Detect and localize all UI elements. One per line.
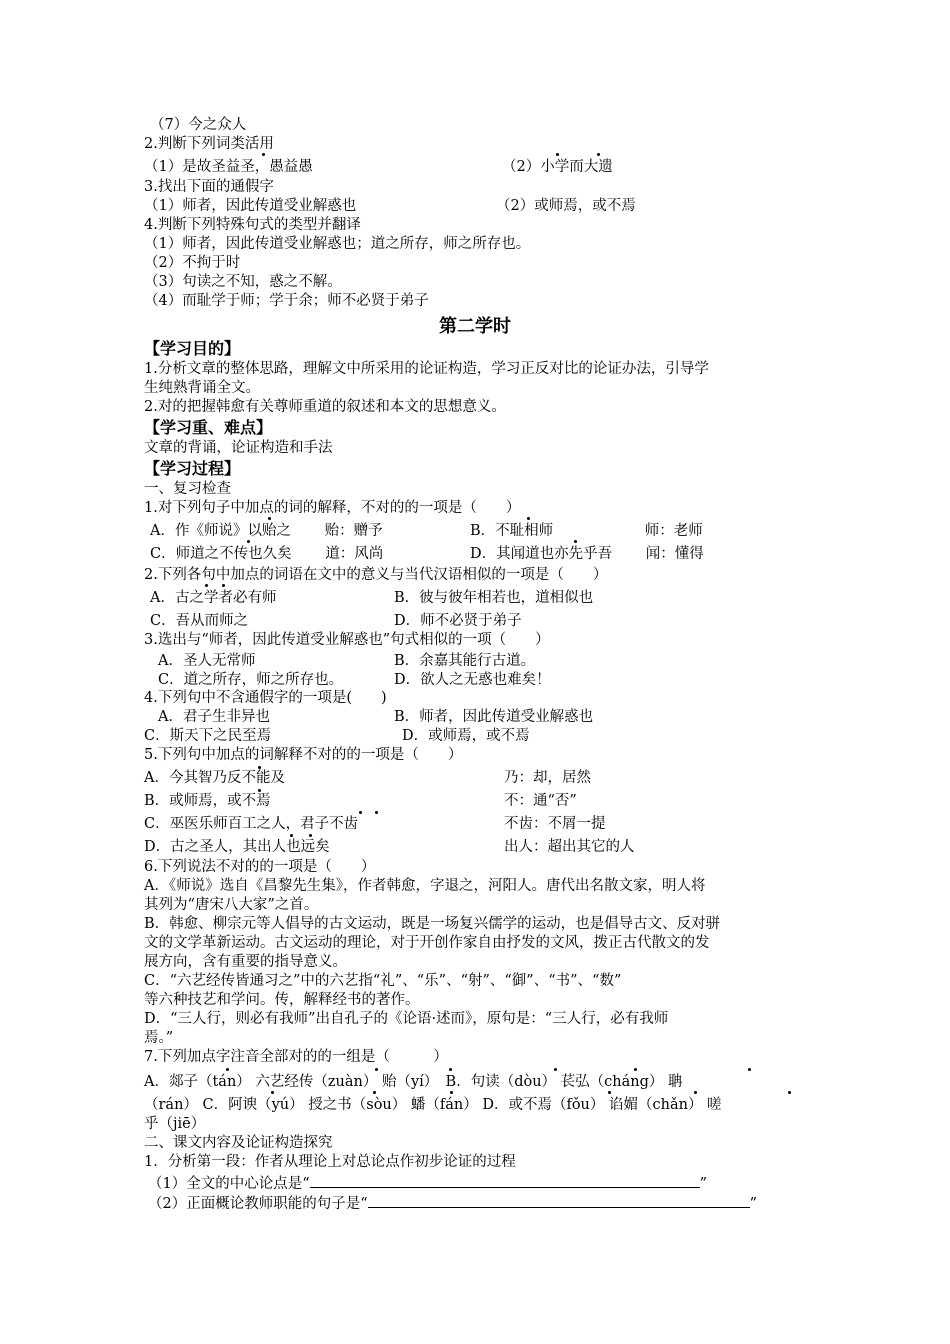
mc-q3-option-d: D．欲人之无惑也难矣！ (394, 672, 551, 688)
emphasis-dot (554, 1068, 557, 1071)
mc-q2-option-a: A．古之学者必有师 (150, 590, 277, 606)
mc-q1-option-d: D．其闻道也亦先乎吾 闻：懂得 (470, 546, 704, 562)
q4-item-3: （3）句读之不知，惑之不解。 (144, 274, 342, 290)
emphasis-dot (226, 1068, 229, 1071)
mc-q4-option-c: C．斯天下之民至焉 (144, 728, 272, 744)
mc-q6-option-b-line-2: 文的文学革新运动。古文运动的理论，对于开创作家自由抒发的文风，拨正古代散文的发 (144, 935, 710, 951)
emphasis-dot (268, 517, 271, 520)
emphasis-dot (271, 1091, 274, 1094)
objective-2: 2.对的把握韩愈有关尊师重道的叙述和本文的思想意义。 (144, 399, 506, 415)
mc-question-2: 2.下列各句中加点的词语在文中的意义与当代汉语相似的一项是（ ） (144, 567, 608, 583)
mc-q5-option-b-explanation: 不：通“否” (504, 793, 577, 809)
emphasis-dot (309, 834, 312, 837)
section-1-heading: 一、复习检查 (144, 481, 231, 497)
mc-q5-option-a: A．今其智乃反不能及 (144, 770, 285, 786)
emphasis-dot (258, 766, 261, 769)
fill-blank-1-suffix: ” (699, 1176, 708, 1192)
mc-q3-option-b: B．余嘉其能行古道。 (394, 653, 536, 669)
q4-item-1: （1）师者，因此传道受业解惑也；道之所存，师之所存也。 (144, 236, 531, 252)
lesson-title: 第二学时 (439, 316, 511, 337)
mc-q6-option-c-line-1: C．“六艺经传皆通习之”中的六艺指“礼”、“乐”、“射”、“御”、“书”、“数” (144, 973, 622, 989)
mc-q2-option-b: B．彼与彼年相若也，道相似也 (394, 590, 594, 606)
mc-q7-line-1: A．郯子（tán） 六艺经传（zuàn） 贻（yí） B．句读（dòu） 苌弘（cháng） 聃 (144, 1074, 683, 1090)
mc-q1-option-a: A．作《师说》以贻之 贻：赠予 (150, 523, 383, 539)
objectives-heading: 【学习目的】 (144, 339, 241, 358)
mc-q5-option-d-explanation: 出人：超出其它的人 (504, 839, 635, 855)
emphasis-dot (290, 834, 293, 837)
emphasis-dot (788, 1091, 791, 1094)
emphasis-dot (556, 153, 559, 156)
mc-question-4: 4.下列句中不含通假字的一项是( ) (144, 690, 387, 706)
fill-blank-2-line[interactable] (368, 1192, 750, 1208)
emphasis-dot (450, 1091, 453, 1094)
emphasis-dot (597, 153, 600, 156)
mc-q1-option-c: C．师道之不传也久矣 道：风尚 (150, 546, 384, 562)
item-7: （7）今之众人 (150, 117, 247, 133)
mc-question-6: 6.下列说法不对的的一项是（ ） (144, 859, 376, 875)
key-points-heading: 【学习重、难点】 (144, 418, 273, 437)
mc-q2-option-d: D．师不必贤于弟子 (394, 613, 522, 629)
mc-q2-option-c: C．吾从而师之 (150, 613, 249, 629)
mc-q6-option-c-line-2: 等六种技艺和学问。传，解释经书的著作。 (144, 992, 420, 1008)
emphasis-dot (262, 153, 265, 156)
emphasis-dot (527, 517, 530, 520)
mc-q5-option-c-explanation: 不齿：不屑一提 (504, 816, 606, 832)
question-3-heading: 3.找出下面的通假字 (144, 179, 274, 195)
mc-q4-option-d: D．或师焉，或不焉 (402, 728, 530, 744)
key-points-text: 文章的背诵，论证构造和手法 (144, 440, 333, 456)
mc-question-7: 7.下列加点字注音全部对的的一组是（ ） (144, 1049, 448, 1065)
mc-question-5: 5.下列句中加点的词解释不对的的一项是（ ） (144, 747, 463, 763)
q2-option-2: （2）小学而大遗 (502, 159, 613, 175)
process-heading: 【学习过程】 (144, 459, 241, 478)
mc-q6-option-b-line-1: B．韩愈、柳宗元等人倡导的古文运动，既是一场复兴儒学的运动，也是倡导古文、反对骈 (144, 916, 721, 932)
emphasis-dot (449, 1068, 452, 1071)
mc-q6-option-a-line-1: A．《师说》选自《昌黎先生集》，作者韩愈，字退之，河阳人。唐代出名散文家，明人将 (144, 878, 706, 894)
emphasis-dot (359, 811, 362, 814)
fill-blank-2-prefix: （2）正面概论教师职能的句子是“ (148, 1196, 368, 1212)
emphasis-dot (634, 1068, 637, 1071)
mc-q6-option-b-line-3: 展方向，含有重要的指导意义。 (144, 954, 347, 970)
mc-question-1: 1.对下列句子中加点的词的解释，不对的的一项是（ ） (144, 500, 521, 516)
emphasis-dot (222, 584, 225, 587)
objective-1-line-1: 1.分析文章的整体思路，理解文中所采用的论证构造，学习正反对比的论证办法，引导学 (144, 361, 709, 377)
mc-q1-option-b: B．不耻相师 师：老师 (470, 523, 703, 539)
fill-blank-2-suffix: ” (749, 1196, 758, 1212)
mc-question-3: 3.选出与“师者，因此传道受业解惑也”句式相似的一项（ ） (144, 632, 550, 648)
emphasis-dot (748, 1068, 751, 1071)
analysis-1: 1．分析第一段：作者从理论上对总论点作初步论证的过程 (144, 1154, 516, 1170)
emphasis-dot (258, 789, 261, 792)
emphasis-dot (375, 811, 378, 814)
fill-blank-1 (148, 1172, 707, 1194)
question-2-heading: 2.判断下列词类活用 (144, 136, 274, 152)
q3-option-1: （1）师者，因此传道受业解惑也 (144, 198, 357, 214)
fill-blank-2 (148, 1192, 757, 1214)
emphasis-dot (247, 540, 250, 543)
question-4-heading: 4.判断下列特殊句式的类型并翻译 (144, 217, 361, 233)
mc-q4-option-b: B．师者，因此传道受业解惑也 (394, 709, 594, 725)
emphasis-dot (574, 540, 577, 543)
mc-q3-option-a: A．圣人无常师 (158, 653, 256, 669)
mc-q6-option-d-line-1: D．“三人行，则必有我师”出自孔子的《论语·述而》，原句是：“三人行，必有我师 (144, 1011, 669, 1027)
mc-q5-option-c: C．巫医乐师百工之人，君子不齿 (144, 816, 359, 832)
section-2-heading: 二、课文内容及论证构造探究 (144, 1135, 333, 1151)
q4-item-2: （2）不拘于时 (144, 255, 241, 271)
emphasis-dot (375, 1068, 378, 1071)
mc-q5-option-d: D．古之圣人，其出人也远矣 (144, 839, 330, 855)
mc-q7-line-2: （rán） C．阿谀（yú） 授之书（sòu） 蟠（fán） D．或不焉（fǒu） 谄媚（chǎn） 嗟 (144, 1097, 722, 1113)
mc-q6-option-d-line-2: 焉。” (144, 1030, 174, 1046)
q4-item-4: （4）而耻学于师；学于余；师不必贤于弟子 (144, 293, 429, 309)
mc-q6-option-a-line-2: 其列为“唐宋八大家”之首。 (144, 897, 319, 913)
emphasis-dot (205, 584, 208, 587)
emphasis-dot (373, 1091, 376, 1094)
mc-q5-option-a-explanation: 乃：却，居然 (504, 770, 591, 786)
q2-option-1: （1）是故圣益圣，愚益愚 (144, 159, 313, 175)
fill-blank-1-prefix: （1）全文的中心论点是“ (148, 1176, 310, 1192)
emphasis-dot (608, 1091, 611, 1094)
mc-q7-line-3: 乎（jiē） (144, 1116, 206, 1132)
objective-1-line-2: 生纯熟背诵全文。 (144, 380, 260, 396)
fill-blank-1-line[interactable] (310, 1172, 700, 1188)
q3-option-2: （2）或师焉，或不焉 (496, 198, 636, 214)
mc-q3-option-c: C．道之所存，师之所存也。 (158, 672, 344, 688)
mc-q5-option-b: B．或师焉，或不焉 (144, 793, 271, 809)
emphasis-dot (694, 1091, 697, 1094)
mc-q4-option-a: A．君子生非异也 (158, 709, 270, 725)
